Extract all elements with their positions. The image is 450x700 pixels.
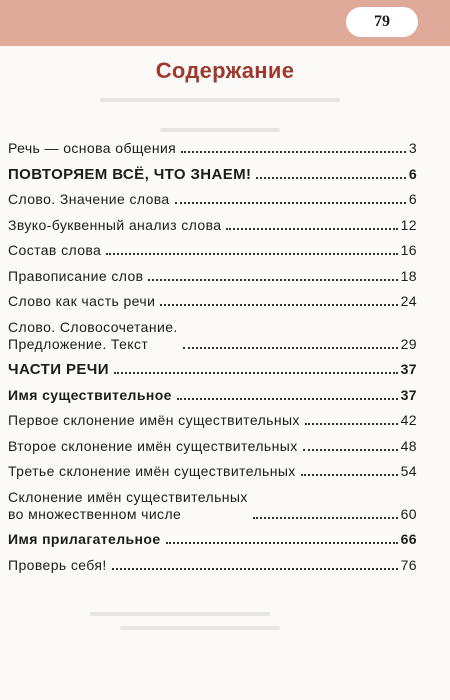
page-number-badge: 79 <box>346 7 418 37</box>
toc-entry-page: 66 <box>400 531 417 547</box>
toc-entry-title: Первое склонение имён существительных <box>8 412 300 428</box>
toc-entry-title: Третье склонение имён существительных <box>8 463 296 479</box>
toc-entry-page: 29 <box>400 335 417 352</box>
dot-leader <box>148 279 397 281</box>
dot-leader <box>106 253 397 255</box>
toc-entry-title: ПОВТОРЯЕМ ВСЁ, ЧТО ЗНАЕМ! <box>8 165 252 183</box>
toc-entry-page: 6 <box>408 165 417 182</box>
dot-leader <box>183 347 398 349</box>
toc-entry-title: Слово. Словосочетание. Предложение. Текст <box>8 318 178 352</box>
dot-leader <box>303 449 398 451</box>
toc-entry <box>8 217 417 234</box>
toc-entry <box>8 268 417 285</box>
bleed-through-mark <box>120 626 280 630</box>
toc-entry-title: Речь — основа общения <box>8 140 177 156</box>
toc-entry-page: 54 <box>400 463 417 479</box>
toc-entry <box>8 140 417 157</box>
toc-entry-title: Имя существительное <box>8 386 172 403</box>
dot-leader <box>112 568 398 570</box>
toc-entry-title: Второе склонение имён существительных <box>8 437 298 454</box>
toc-entry-title: Звуко-буквенный анализ слова <box>8 216 222 233</box>
toc-entry-page: 6 <box>408 191 417 207</box>
dot-leader <box>256 177 405 179</box>
toc-entry-page: 37 <box>400 361 417 377</box>
toc-entry-title: Слово как часть речи <box>8 293 156 309</box>
toc-entry-page: 37 <box>400 386 417 403</box>
dot-leader <box>177 398 398 400</box>
toc-entry <box>8 412 417 429</box>
toc-entry-title: Проверь себя! <box>8 556 107 573</box>
toc-entry-page: 76 <box>400 556 417 573</box>
bleed-through-mark <box>90 612 270 616</box>
dot-leader <box>301 474 398 476</box>
bleed-through-mark <box>160 128 280 132</box>
toc-entry-title: Склонение имён существительных во множественном числе <box>8 488 248 522</box>
toc-entry-page: 18 <box>400 267 417 284</box>
dot-leader <box>114 372 398 374</box>
toc-entry <box>8 438 417 455</box>
dot-leader <box>166 542 398 544</box>
table-of-contents <box>8 140 417 582</box>
toc-entry-page: 60 <box>400 505 417 522</box>
toc-entry-page: 16 <box>400 242 417 258</box>
dot-leader <box>160 304 397 306</box>
bleed-through-mark <box>100 98 340 102</box>
toc-entry <box>8 489 417 523</box>
toc-entry <box>8 242 417 259</box>
toc-entry-title: ЧАСТИ РЕЧИ <box>8 361 109 378</box>
toc-entry-page: 3 <box>408 140 417 156</box>
toc-entry <box>8 557 417 574</box>
toc-entry-page: 42 <box>400 412 417 428</box>
dot-leader <box>181 151 406 153</box>
toc-entry-page: 24 <box>400 293 417 309</box>
toc-entry-page: 48 <box>400 437 417 454</box>
toc-entry <box>8 361 417 378</box>
toc-entry <box>8 531 417 548</box>
dot-leader <box>175 202 406 204</box>
dot-leader <box>253 517 398 519</box>
toc-entry-page: 12 <box>400 216 417 233</box>
toc-entry <box>8 387 417 404</box>
toc-entry-title: Имя прилагательное <box>8 531 161 547</box>
dot-leader <box>305 423 398 425</box>
page-title: Содержание <box>155 58 295 83</box>
toc-entry-title: Слово. Значение слова <box>8 191 170 207</box>
toc-entry <box>8 293 417 310</box>
dot-leader <box>226 228 397 230</box>
toc-entry <box>8 191 417 208</box>
toc-entry <box>8 166 417 183</box>
toc-entry-title: Состав слова <box>8 242 102 258</box>
toc-entry-title: Правописание слов <box>8 267 144 284</box>
toc-entry <box>8 319 417 353</box>
toc-entry <box>8 463 417 480</box>
